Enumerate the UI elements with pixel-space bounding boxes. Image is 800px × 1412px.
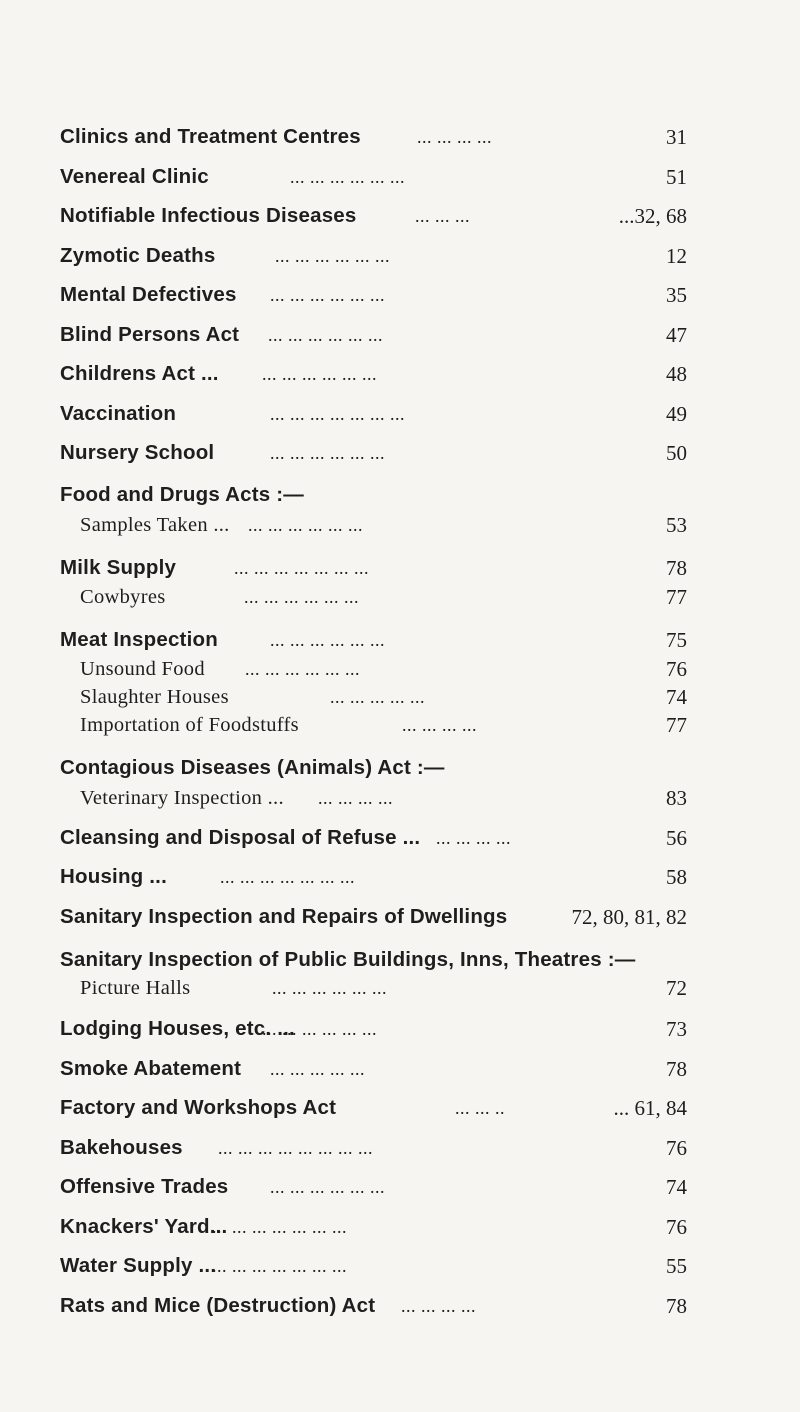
entry-page-number: 47 — [666, 323, 687, 347]
index-entry — [60, 1212, 687, 1242]
index-entry — [60, 359, 687, 389]
entry-label: Milk Supply — [60, 556, 177, 579]
index-subentry — [60, 682, 687, 712]
entry-label: Clinics and Treatment Centres — [60, 125, 361, 148]
entry-label: Contagious Diseases (Animals) Act :— — [60, 756, 445, 779]
entry-page-number: 49 — [666, 402, 687, 426]
entry-page-number: 58 — [666, 865, 687, 889]
entry-page-number: 73 — [666, 1017, 687, 1041]
dot-leader: ... ... ... ... ... ... ... ... — [218, 1138, 373, 1158]
entry-page-number: ...32, 68 — [618, 204, 687, 228]
index-subentry — [60, 783, 687, 813]
index-entry — [60, 1251, 687, 1281]
dot-leader: ... ... ... ... — [401, 1296, 476, 1316]
entry-page-number: 75 — [666, 628, 687, 652]
entry-label: Sanitary Inspection of Public Buildings, Inns, Theatres :— — [60, 948, 636, 971]
entry-page-number: 78 — [666, 556, 687, 580]
dot-leader: ... ... ... ... — [417, 127, 492, 147]
index-entry — [60, 625, 687, 655]
index-entry — [60, 201, 687, 231]
entry-page-number: 35 — [666, 283, 687, 307]
entry-page-number: 31 — [666, 125, 687, 149]
entry-page-number: 72 — [666, 976, 687, 1000]
dot-leader: ... ... ... ... ... ... — [262, 364, 377, 384]
entry-label: Cowbyres — [80, 586, 166, 608]
entry-page-number: 56 — [666, 826, 687, 850]
index-entry — [60, 480, 687, 510]
entry-page-number: ... 61, 84 — [613, 1096, 687, 1120]
entry-label: Rats and Mice (Destruction) Act — [60, 1294, 376, 1317]
entry-page-number: 53 — [666, 513, 687, 537]
entry-page-number: 76 — [666, 1136, 687, 1160]
dot-leader: ... ... ... ... ... ... — [262, 1019, 377, 1039]
dot-leader: ... ... ... ... ... ... ... — [270, 404, 405, 424]
entry-page-number: 72, 80, 81, 82 — [571, 905, 687, 929]
index-entry — [60, 902, 687, 932]
index-entry — [60, 1014, 687, 1044]
entry-page-number: 74 — [666, 1175, 687, 1199]
index-entry — [60, 862, 687, 892]
dot-leader: ... ... ... ... ... ... — [245, 659, 360, 679]
entry-label: Meat Inspection — [60, 628, 218, 651]
index-entry — [60, 945, 687, 975]
entry-label: Nursery School — [60, 441, 215, 464]
entry-label: Slaughter Houses — [80, 686, 229, 708]
entry-label: Unsound Food — [80, 658, 205, 680]
index-entry — [60, 162, 687, 192]
dot-leader: ... ... ... ... ... — [330, 687, 425, 707]
entry-page-number: 55 — [666, 1254, 687, 1278]
entry-label: Bakehouses — [60, 1136, 183, 1159]
entry-label: Venereal Clinic — [60, 165, 209, 188]
dot-leader: ... ... ... ... ... ... — [248, 515, 363, 535]
entry-label: Water Supply ... — [60, 1254, 217, 1277]
dot-leader: ... ... ... ... ... ... ... — [212, 1217, 347, 1237]
index-entry — [60, 753, 687, 783]
dot-leader: ... ... ... ... ... ... — [275, 246, 390, 266]
entry-label: Vaccination — [60, 402, 177, 425]
index-entry — [60, 553, 687, 583]
entry-label: Cleansing and Disposal of Refuse ... — [60, 826, 421, 849]
entry-label: Offensive Trades — [60, 1175, 229, 1198]
dot-leader: ... ... ... ... ... ... ... — [212, 1256, 347, 1276]
index-entry — [60, 438, 687, 468]
dot-leader: ... ... ... — [415, 206, 470, 226]
dot-leader: ... ... ... ... ... — [270, 1059, 365, 1079]
entry-page-number: 77 — [666, 585, 687, 609]
entry-label: Notifiable Infectious Diseases — [60, 204, 357, 227]
dot-leader: ... ... ... ... — [318, 788, 393, 808]
entry-label: Lodging Houses, etc. ... — [60, 1017, 295, 1040]
dot-leader: ... ... ... ... — [402, 715, 477, 735]
entry-page-number: 76 — [666, 1215, 687, 1239]
entry-label: Importation of Foodstuffs — [80, 714, 299, 736]
index-entry — [60, 280, 687, 310]
dot-leader: ... ... ... ... ... ... — [270, 443, 385, 463]
entry-page-number: 76 — [666, 657, 687, 681]
index-entry — [60, 1133, 687, 1163]
dot-leader: ... ... ... ... ... ... — [272, 978, 387, 998]
entry-page-number: 12 — [666, 244, 687, 268]
entry-page-number: 78 — [666, 1294, 687, 1318]
index-entry — [60, 823, 687, 853]
index-entry — [60, 399, 687, 429]
dot-leader: ... ... ... ... — [436, 828, 511, 848]
dot-leader: ... ... ... ... ... ... — [268, 325, 383, 345]
entry-label: Mental Defectives — [60, 283, 237, 306]
dot-leader: ... ... ... ... ... ... — [244, 587, 359, 607]
entry-page-number: 50 — [666, 441, 687, 465]
entry-label: Veterinary Inspection ... — [80, 787, 284, 809]
dot-leader: ... ... ... ... ... ... ... — [220, 867, 355, 887]
entry-label: Food and Drugs Acts :— — [60, 483, 304, 506]
index-entry — [60, 1093, 687, 1123]
entry-label: Factory and Workshops Act — [60, 1096, 337, 1119]
entry-page-number: 77 — [666, 713, 687, 737]
index-subentry — [60, 510, 687, 540]
index-entry — [60, 1172, 687, 1202]
index-entry — [60, 122, 687, 152]
dot-leader: ... ... ... ... ... ... — [270, 285, 385, 305]
index-entry — [60, 1054, 687, 1084]
dot-leader: ... ... ... ... ... ... — [270, 630, 385, 650]
entry-label: Childrens Act ... — [60, 362, 219, 385]
index-entry — [60, 320, 687, 350]
entry-page-number: 74 — [666, 685, 687, 709]
dot-leader: ... ... ... ... ... ... — [290, 167, 405, 187]
entry-page-number: 48 — [666, 362, 687, 386]
index-entry — [60, 1291, 687, 1321]
index-subentry — [60, 582, 687, 612]
dot-leader: ... ... ... ... ... ... ... — [234, 558, 369, 578]
entry-label: Sanitary Inspection and Repairs of Dwellings — [60, 905, 508, 928]
entry-label: Zymotic Deaths — [60, 244, 216, 267]
entry-label: Knackers' Yard... — [60, 1215, 228, 1238]
entry-label: Housing ... — [60, 865, 167, 888]
entry-page-number: 78 — [666, 1057, 687, 1081]
entry-label: Picture Halls — [80, 977, 191, 999]
entry-page-number: 51 — [666, 165, 687, 189]
index-subentry — [60, 973, 687, 1003]
dot-leader: ... ... ... ... ... ... — [270, 1177, 385, 1197]
entry-page-number: 83 — [666, 786, 687, 810]
dot-leader: ... ... .. — [455, 1098, 505, 1118]
entry-label: Blind Persons Act — [60, 323, 240, 346]
entry-label: Smoke Abatement — [60, 1057, 242, 1080]
index-subentry — [60, 710, 687, 740]
index-entry — [60, 241, 687, 271]
index-subentry — [60, 654, 687, 684]
entry-label: Samples Taken ... — [80, 514, 230, 536]
